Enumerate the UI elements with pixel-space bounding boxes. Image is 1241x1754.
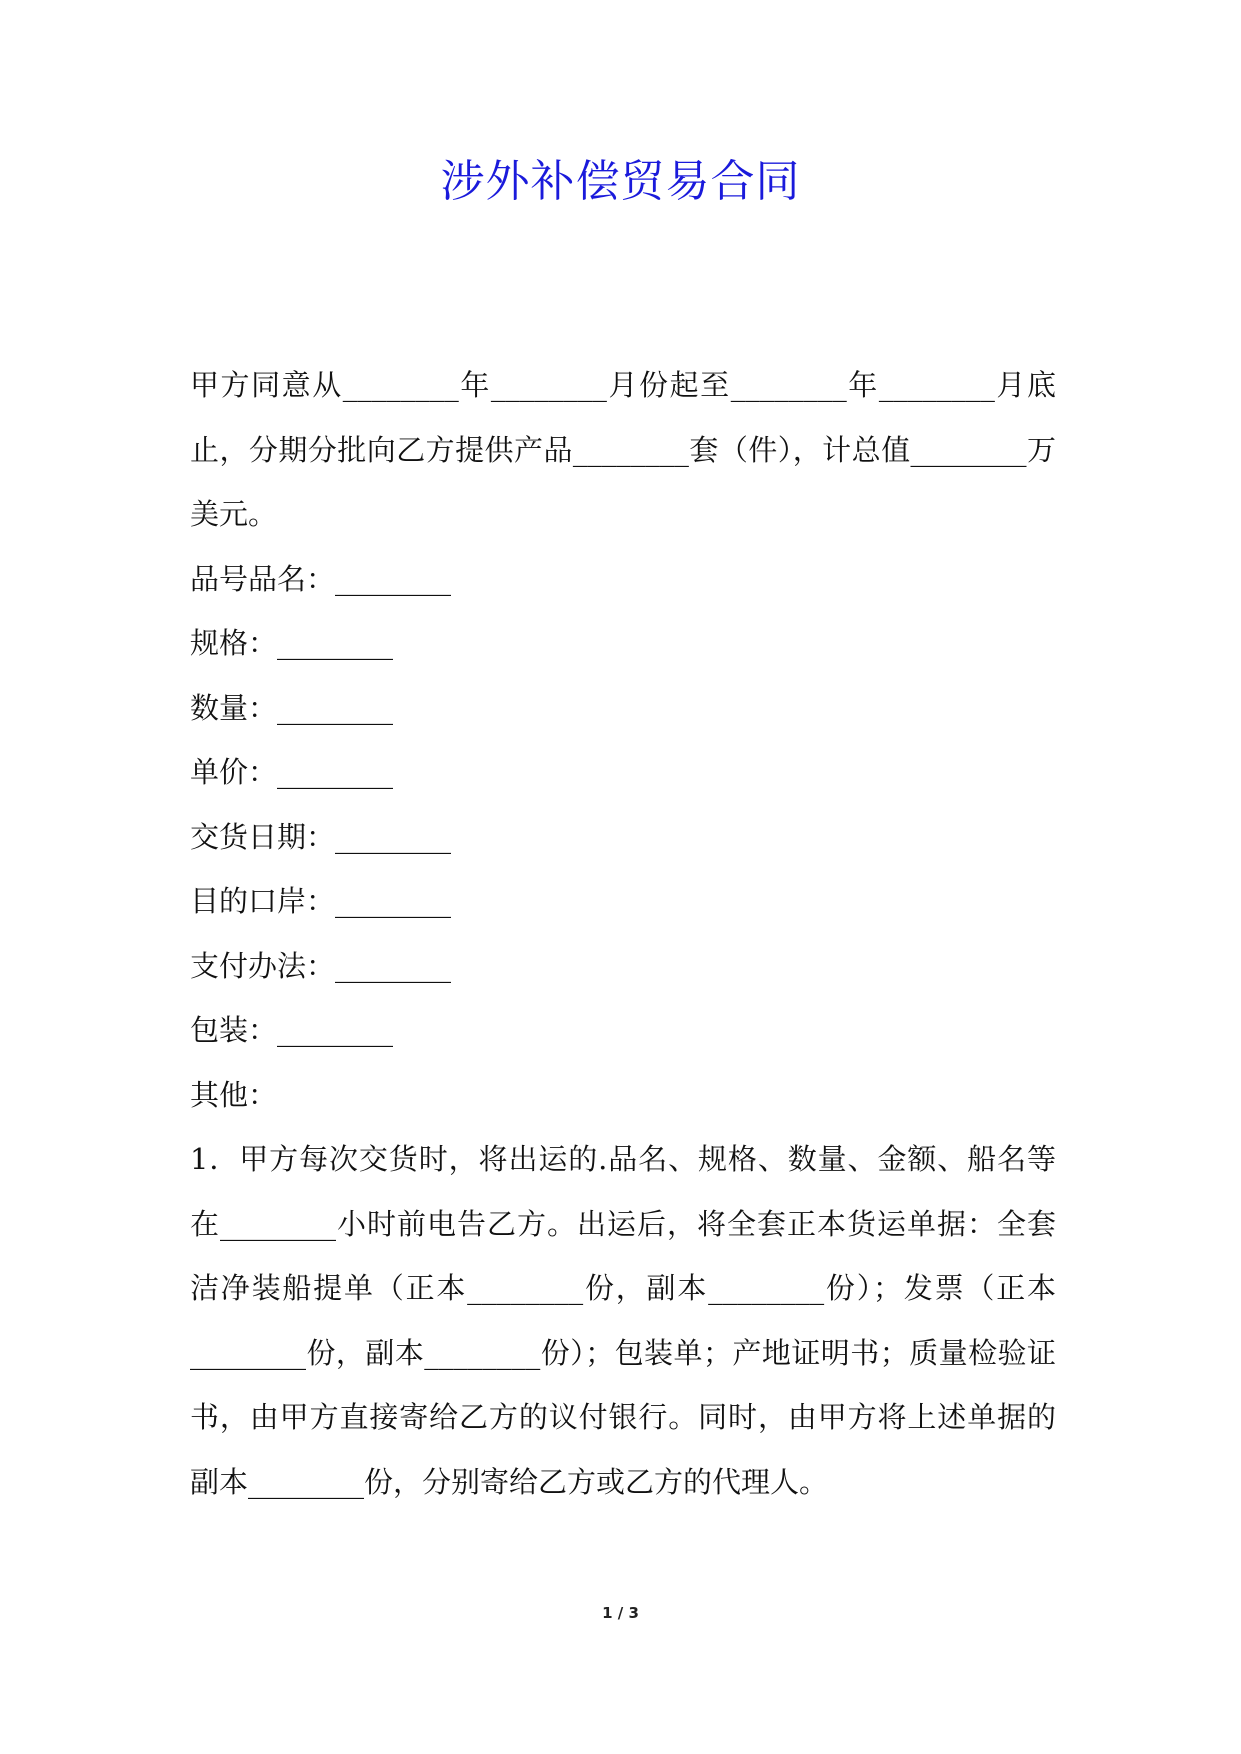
- document-body: [190, 353, 1056, 1514]
- field-quantity: 数量：________: [190, 690, 394, 725]
- field-other: 其他：: [190, 1077, 278, 1112]
- field-destination-port: 目的口岸：________: [190, 884, 452, 918]
- field-payment-method: 支付办法：________: [190, 948, 452, 983]
- field-delivery-date: 交货日期：________: [190, 819, 452, 854]
- field-specification: 规格：________: [190, 626, 394, 660]
- field-unit-price: 单价：________: [190, 755, 394, 789]
- intro-paragraph: 甲方同意从________年________月份起至________年________月底止，分期分批向乙方提供产品________套（件），计总值________万美元。: [190, 368, 1056, 531]
- field-product-name: 品号品名：________: [190, 561, 452, 596]
- field-packaging: 包装：________: [190, 1013, 394, 1047]
- clause-1-paragraph: 1．甲方每次交货时，将出运的.品名、规格、数量、金额、船名等在________小时前电告乙方。出运后，将全套正本货运单据：全套洁净装船提单（正本________份，副本________份）；发票（正本________份，副本________份）；包装单；产地证明书；质量检验证书，由甲方直接寄给乙方的议付银行。同时，由甲方将上述单据的副本________份，分别寄给乙方或乙方的代理人。: [190, 1142, 1056, 1499]
- document-title: 涉外补偿贸易合同: [440, 156, 801, 207]
- page-number: 1 / 3: [602, 1604, 639, 1622]
